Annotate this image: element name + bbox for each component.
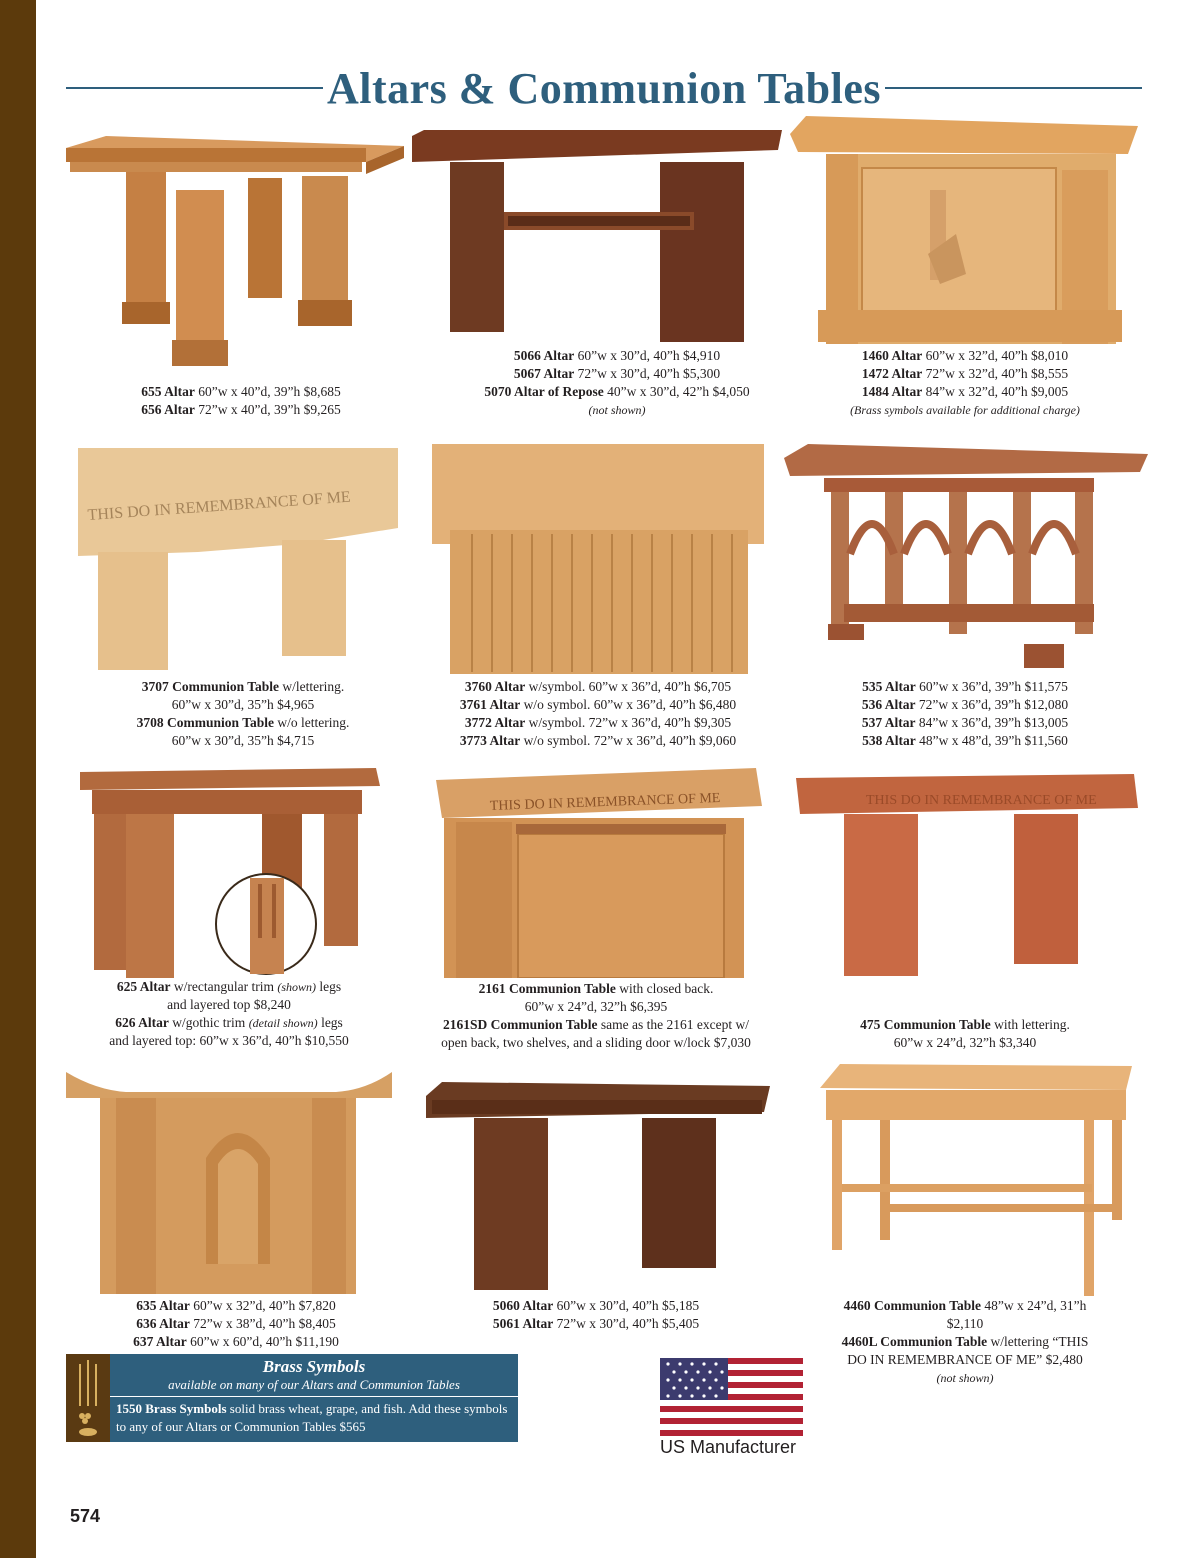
engraved-lettering: THIS DO IN REMEMBRANCE OF ME bbox=[866, 793, 1097, 808]
product-spec: 72”w x 32”d, 40”h $8,555 bbox=[925, 366, 1069, 381]
caption-line bbox=[790, 1034, 1140, 1052]
caption-line bbox=[66, 1032, 392, 1050]
caption-line bbox=[420, 732, 776, 750]
product-name: 5061 Altar bbox=[492, 1316, 554, 1331]
product-spec: 72”w x 40”d, 39”h $9,265 bbox=[198, 402, 341, 417]
altar-5060-photo bbox=[426, 1082, 770, 1292]
product-spec: w/o symbol. 60”w x 36”d, 40”h $6,480 bbox=[523, 697, 737, 712]
us-flag-icon bbox=[660, 1358, 803, 1436]
wheat-grape-fish-icon bbox=[66, 1354, 110, 1442]
page-number: 574 bbox=[70, 1506, 101, 1526]
product-spec: 60”w x 30”d, 40”h $4,910 bbox=[577, 348, 721, 363]
product-name: 2161 Communion Table bbox=[478, 981, 616, 996]
caption-line bbox=[66, 383, 416, 401]
title-rule-left bbox=[66, 87, 323, 89]
caption-line bbox=[66, 1014, 392, 1032]
product-name: 635 Altar bbox=[136, 1298, 190, 1313]
caption-line bbox=[412, 1034, 780, 1052]
note: (not shown) bbox=[936, 1371, 994, 1385]
caption-line bbox=[412, 980, 780, 998]
product-name: 1460 Altar bbox=[861, 348, 923, 363]
divider bbox=[110, 1396, 518, 1397]
product-spec: 60”w x 30”d, 40”h $5,185 bbox=[556, 1298, 700, 1313]
product-spec: 72”w x 36”d, 39”h $12,080 bbox=[918, 697, 1069, 712]
caption-4460 bbox=[790, 1297, 1140, 1387]
product-spec: w/symbol. 72”w x 36”d, 40”h $9,305 bbox=[528, 715, 732, 730]
caption-line bbox=[790, 714, 1140, 732]
product-name: 538 Altar bbox=[862, 733, 916, 748]
product-spec: 40”w x 30”d, 42”h $4,050 bbox=[607, 384, 750, 399]
page-title-row bbox=[66, 58, 1142, 118]
product-spec: 60”w x 36”d, 39”h $11,575 bbox=[919, 679, 1068, 694]
caption-line bbox=[790, 1351, 1140, 1369]
caption-line bbox=[424, 1297, 768, 1315]
product-name: 3708 Communion Table bbox=[136, 715, 274, 730]
product-spec: 60”w x 32”d, 40”h $8,010 bbox=[925, 348, 1069, 363]
product-spec: open back, two shelves, and a sliding door w/lock $7,030 bbox=[441, 1035, 751, 1050]
product-spec: with closed back. bbox=[619, 981, 714, 996]
caption-line bbox=[420, 714, 776, 732]
product-name: 1550 Brass Symbols bbox=[116, 1401, 227, 1416]
product-spec: legs bbox=[319, 979, 342, 994]
product-name: 655 Altar bbox=[141, 384, 195, 399]
table-4460-photo bbox=[820, 1064, 1132, 1296]
page-title: Altars & Communion Tables bbox=[326, 63, 882, 113]
product-spec: 60”w x 32”d, 40”h $7,820 bbox=[193, 1298, 336, 1313]
caption-line bbox=[412, 1016, 780, 1034]
product-name: 4460 Communion Table bbox=[843, 1298, 981, 1313]
product-name: 3773 Altar bbox=[459, 733, 521, 748]
caption-line bbox=[790, 696, 1140, 714]
note: (shown) bbox=[277, 980, 316, 994]
product-spec: w/lettering. bbox=[282, 679, 345, 694]
caption-1460 bbox=[790, 347, 1140, 419]
engraved-lettering: THIS DO IN REMEMBRANCE OF ME bbox=[489, 790, 721, 814]
product-spec: 84”w x 36”d, 39”h $13,005 bbox=[918, 715, 1069, 730]
caption-line bbox=[790, 1333, 1140, 1351]
product-name: 5066 Altar bbox=[513, 348, 575, 363]
product-name: 5067 Altar bbox=[513, 366, 575, 381]
caption-2161 bbox=[412, 980, 780, 1052]
product-spec: w/lettering “THIS bbox=[990, 1334, 1089, 1349]
product-name: 626 Altar bbox=[115, 1015, 169, 1030]
altar-625-photo bbox=[80, 768, 380, 978]
altar-3760-photo bbox=[432, 444, 764, 674]
caption-line bbox=[790, 732, 1140, 750]
caption-3760 bbox=[420, 678, 776, 750]
altar-5066-photo bbox=[412, 130, 782, 344]
altar-1460-photo bbox=[790, 114, 1138, 344]
product-name: 3761 Altar bbox=[459, 697, 521, 712]
title-rule-right bbox=[885, 87, 1142, 89]
table-3707-photo bbox=[78, 448, 398, 670]
brass-symbols-subtitle: available on many of our Altars and Communion Tables bbox=[168, 1377, 460, 1392]
product-spec: legs bbox=[321, 1015, 343, 1030]
product-spec: 60”w x 30”d, 35”h $4,965 bbox=[171, 697, 315, 712]
caption-3707 bbox=[78, 678, 408, 750]
caption-line bbox=[66, 1315, 406, 1333]
brass-symbols-header bbox=[110, 1354, 518, 1394]
brass-symbols-description bbox=[116, 1400, 516, 1436]
product-spec: same as the 2161 except w/ bbox=[600, 1017, 749, 1032]
caption-note bbox=[790, 401, 1140, 419]
caption-line bbox=[78, 696, 408, 714]
product-name: 636 Altar bbox=[136, 1316, 190, 1331]
product-name: 637 Altar bbox=[133, 1334, 187, 1349]
product-name: 5070 Altar of Repose bbox=[484, 384, 604, 399]
product-spec: 60”w x 60”d, 40”h $11,190 bbox=[190, 1334, 339, 1349]
product-spec: w/rectangular trim bbox=[173, 979, 274, 994]
product-name: 475 Communion Table bbox=[860, 1017, 991, 1032]
product-spec: solid brass wheat, grape, and fish. Add these symbols to any of our Altars or Communion Tables $565 bbox=[116, 1401, 508, 1434]
caption-line bbox=[790, 1297, 1140, 1315]
product-name: 3707 Communion Table bbox=[141, 679, 280, 694]
caption-655 bbox=[66, 383, 416, 419]
caption-635 bbox=[66, 1297, 406, 1351]
product-spec: 60”w x 30”d, 35”h $4,715 bbox=[171, 733, 315, 748]
table-2161-photo bbox=[436, 768, 762, 978]
product-spec: 72”w x 30”d, 40”h $5,405 bbox=[556, 1316, 700, 1331]
product-name: 537 Altar bbox=[861, 715, 916, 730]
caption-625 bbox=[66, 978, 392, 1050]
product-spec: and layered top $8,240 bbox=[167, 997, 291, 1012]
product-spec: $2,110 bbox=[946, 1316, 984, 1331]
product-name: 536 Altar bbox=[861, 697, 916, 712]
note: (not shown) bbox=[588, 403, 646, 417]
caption-line bbox=[78, 714, 408, 732]
product-name: 2161SD Communion Table bbox=[443, 1017, 598, 1032]
note: (Brass symbols available for additional charge) bbox=[850, 403, 1080, 417]
caption-line bbox=[790, 678, 1140, 696]
product-spec: w/symbol. 60”w x 36”d, 40”h $6,705 bbox=[528, 679, 732, 694]
product-spec: and layered top: 60”w x 36”d, 40”h $10,550 bbox=[109, 1033, 349, 1048]
product-spec: 84”w x 32”d, 40”h $9,005 bbox=[925, 384, 1069, 399]
altar-655-photo bbox=[66, 132, 404, 368]
product-spec: DO IN REMEMBRANCE OF ME” $2,480 bbox=[847, 1352, 1083, 1367]
product-name: 656 Altar bbox=[141, 402, 195, 417]
product-name: 3772 Altar bbox=[464, 715, 526, 730]
product-spec: w/o symbol. 72”w x 36”d, 40”h $9,060 bbox=[523, 733, 737, 748]
caption-line bbox=[66, 1297, 406, 1315]
product-spec: w/o lettering. bbox=[277, 715, 350, 730]
page-spine-bar bbox=[0, 0, 36, 1558]
product-name: 3760 Altar bbox=[464, 679, 526, 694]
caption-line bbox=[432, 383, 802, 401]
caption-line bbox=[66, 1333, 406, 1351]
caption-line bbox=[432, 347, 802, 365]
product-spec: 60”w x 40”d, 39”h $8,685 bbox=[198, 384, 341, 399]
product-name: 5060 Altar bbox=[492, 1298, 554, 1313]
caption-line bbox=[790, 1016, 1140, 1034]
product-spec: 48”w x 48”d, 39”h $11,560 bbox=[919, 733, 1068, 748]
product-spec: with lettering. bbox=[994, 1017, 1070, 1032]
caption-535 bbox=[790, 678, 1140, 750]
product-name: 1484 Altar bbox=[861, 384, 923, 399]
brass-symbols-box bbox=[66, 1354, 518, 1442]
caption-line bbox=[790, 1315, 1140, 1333]
caption-line bbox=[66, 978, 392, 996]
product-name: 625 Altar bbox=[116, 979, 171, 994]
caption-line bbox=[420, 696, 776, 714]
caption-note bbox=[790, 1369, 1140, 1387]
product-spec: 60”w x 24”d, 32”h $6,395 bbox=[524, 999, 668, 1014]
caption-5060 bbox=[424, 1297, 768, 1333]
altar-635-photo bbox=[66, 1068, 392, 1294]
product-spec: 72”w x 30”d, 40”h $5,300 bbox=[577, 366, 721, 381]
caption-line bbox=[432, 365, 802, 383]
caption-line bbox=[790, 383, 1140, 401]
caption-5066 bbox=[432, 347, 802, 419]
product-spec: 72”w x 38”d, 40”h $8,405 bbox=[193, 1316, 336, 1331]
product-spec: w/gothic trim bbox=[172, 1015, 246, 1030]
product-name: 1472 Altar bbox=[861, 366, 923, 381]
note: (detail shown) bbox=[248, 1016, 318, 1030]
product-spec: 48”w x 24”d, 31”h bbox=[984, 1298, 1087, 1313]
caption-line bbox=[66, 401, 416, 419]
caption-475 bbox=[790, 1016, 1140, 1052]
caption-line bbox=[412, 998, 780, 1016]
brass-symbols-title: Brass Symbols bbox=[262, 1357, 366, 1376]
caption-note bbox=[432, 401, 802, 419]
caption-line bbox=[790, 365, 1140, 383]
caption-line bbox=[420, 678, 776, 696]
table-475-photo bbox=[796, 774, 1138, 978]
caption-line bbox=[424, 1315, 768, 1333]
product-name: 4460L Communion Table bbox=[841, 1334, 988, 1349]
us-manufacturer-label: US Manufacturer bbox=[660, 1437, 797, 1457]
caption-line bbox=[66, 996, 392, 1014]
brass-symbols-thumbnail bbox=[66, 1354, 110, 1442]
caption-line bbox=[790, 347, 1140, 365]
caption-line bbox=[78, 678, 408, 696]
caption-line bbox=[78, 732, 408, 750]
engraved-lettering: THIS DO IN REMEMBRANCE OF ME bbox=[87, 488, 352, 524]
altar-535-photo bbox=[784, 444, 1148, 668]
product-spec: 60”w x 24”d, 32”h $3,340 bbox=[893, 1035, 1037, 1050]
product-name: 535 Altar bbox=[862, 679, 916, 694]
